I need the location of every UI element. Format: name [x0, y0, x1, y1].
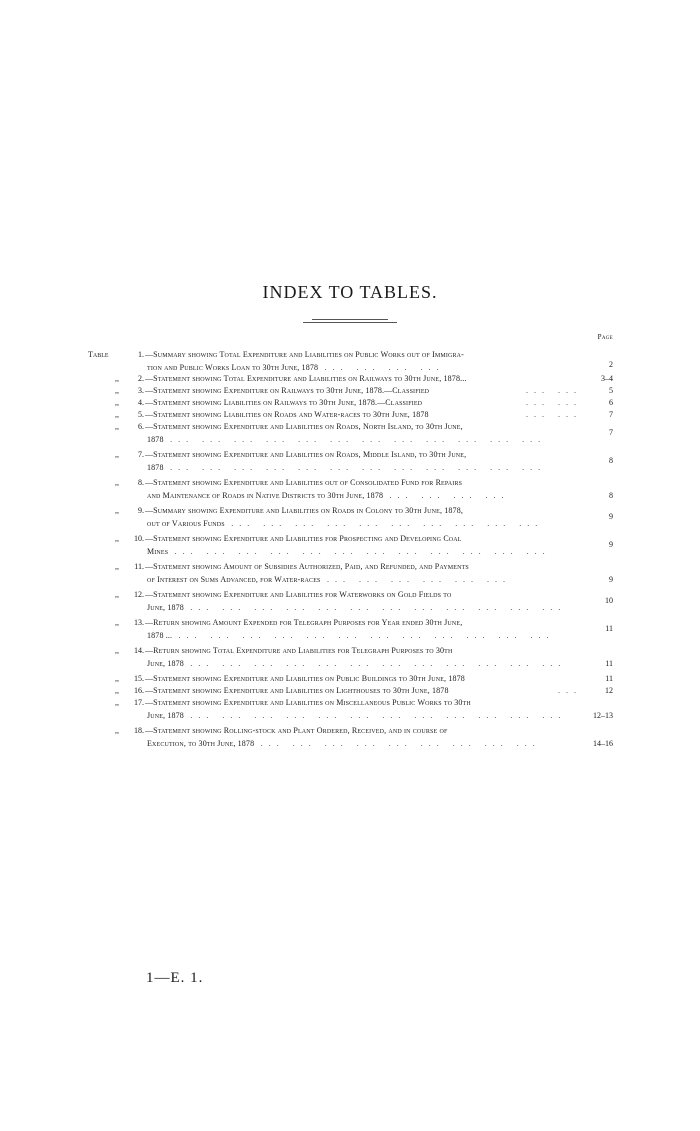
ditto-mark: ,,	[115, 726, 119, 735]
entry-title-line2	[147, 435, 585, 445]
table-number: 13.	[134, 618, 144, 627]
entry-title-line1: —Statement showing Total Expenditure and Liabilities on Railways to 30th June, 1878...	[145, 374, 467, 383]
leader-dots: ... ...	[526, 410, 582, 419]
page-number: 8	[609, 456, 613, 465]
leader-dots: ... ... ... ... ... ... ... ... ... ... ... ...	[190, 659, 567, 668]
leader-dots: ... ... ... ... ... ... ... ... ... ... ... ...	[190, 711, 567, 720]
entry-title-line2-text: Execution, to 30th June, 1878	[147, 739, 255, 748]
page-number: 14–16	[593, 739, 613, 748]
entry-title-line1: —Statement showing Expenditure and Liabilities out of Consolidated Fund for Repairs	[145, 478, 463, 487]
entry-title-line2-text: of Interest on Sums Advanced, for Water-races	[147, 575, 321, 584]
entry-title-line2-text: and Maintenance of Roads in Native Districts to 30th June, 1878	[147, 491, 384, 500]
ditto-mark: ,,	[115, 698, 119, 707]
leader-dots: ... ... ... ... ... ... ... ... ... ...	[231, 519, 544, 528]
entry-title-line2	[147, 659, 585, 669]
entry-title-line1: —Summary showing Expenditure and Liabilities on Roads in Colony to 30th June, 1878,	[145, 506, 463, 515]
table-number: 6.	[138, 422, 144, 431]
entry-title-line2	[147, 463, 585, 473]
page-number: 11	[605, 659, 613, 668]
entry-title-line2-text: June, 1878	[147, 659, 184, 668]
page-number: 7	[609, 410, 613, 419]
page-number: 10	[605, 596, 613, 605]
leader-dots: ... ... ... ... ... ... ... ... ... ... ... ...	[190, 603, 567, 612]
title-rule-lower	[303, 322, 397, 323]
table-word: Table	[88, 350, 109, 359]
entry-title-line1: —Statement showing Rolling-stock and Plant Ordered, Received, and in course of	[145, 726, 448, 735]
entry-title-line2-text: Mines	[147, 547, 169, 556]
entry-title-line2	[147, 519, 585, 529]
ditto-mark: ,,	[115, 450, 119, 459]
entry-title-line2	[147, 739, 585, 749]
page-number: 7	[609, 428, 613, 437]
page-title: INDEX TO TABLES.	[262, 282, 438, 302]
entry-title-line2	[147, 575, 585, 585]
entry-title-line1: —Statement showing Expenditure and Liabilities on Miscellaneous Public Works to 30th	[145, 698, 471, 707]
ditto-mark: ,,	[115, 686, 119, 695]
table-number: 1.	[138, 350, 144, 359]
leader-dots: ... ... ... ...	[324, 363, 445, 372]
entry-title-line1: —Statement showing Amount of Subsidies Authorized, Paid, and Refunded, and Payments	[145, 562, 469, 571]
page-number: 12–13	[593, 711, 613, 720]
entry-title-line1: —Statement showing Expenditure and Liabilities on Roads, North Island, to 30th June,	[145, 422, 463, 431]
table-number: 10.	[134, 534, 144, 543]
entry-title-line1: —Statement showing Expenditure and Liabilities on Lighthouses to 30th June, 1878	[145, 686, 449, 695]
page-number: 3–4	[601, 374, 613, 383]
table-number: 8.	[138, 478, 144, 487]
entry-title-line1: —Statement showing Expenditure and Liabilities for Waterworks on Gold Fields to	[145, 590, 452, 599]
entry-title-line2	[147, 547, 585, 557]
table-number: 3.	[138, 386, 144, 395]
entry-title-line2-text: 1878	[147, 435, 164, 444]
leader-dots: ... ... ... ... ... ... ... ... ... ... ... ...	[178, 631, 555, 640]
entry-title-line2-text: tion and Public Works Loan to 30th June, 1878	[147, 363, 319, 372]
ditto-mark: ,,	[115, 674, 119, 683]
page-number: 5	[609, 386, 613, 395]
entry-title-line1: —Statement showing Liabilities on Railways to 30th June, 1878.—Classified	[145, 398, 423, 407]
page-number: 9	[609, 512, 613, 521]
entry-title-line2-text: 1878 ...	[147, 631, 173, 640]
entry-title-line1: —Summary showing Total Expenditure and Liabilities on Public Works out of Immigra-	[145, 350, 464, 359]
table-number: 7.	[138, 450, 144, 459]
leader-dots: ... ... ... ...	[389, 491, 510, 500]
entry-title-line2	[147, 603, 585, 613]
entry-title-line1: —Statement showing Liabilities on Roads and Water-races to 30th June, 1878	[145, 410, 429, 419]
table-number: 15.	[134, 674, 144, 683]
ditto-mark: ,,	[115, 410, 119, 419]
entry-title-line1: —Statement showing Expenditure and Liabilities on Roads, Middle Island, to 30th June,	[145, 450, 467, 459]
ditto-mark: ,,	[115, 534, 119, 543]
entry-title-line2	[147, 711, 585, 721]
entry-title-line1: —Statement showing Expenditure and Liabilities for Prospecting and Developing Coal	[145, 534, 462, 543]
entry-title-line2-text: June, 1878	[147, 711, 184, 720]
table-number: 17.	[134, 698, 144, 707]
entry-title-line2	[147, 363, 585, 373]
ditto-mark: ,,	[115, 374, 119, 383]
table-number: 9.	[138, 506, 144, 515]
leader-dots: ... ... ... ... ... ... ... ... ...	[260, 739, 541, 748]
page-number: 9	[609, 540, 613, 549]
ditto-mark: ,,	[115, 506, 119, 515]
ditto-mark: ,,	[115, 398, 119, 407]
page-number: 2	[609, 360, 613, 369]
entry-title-line1: —Statement showing Expenditure and Liabilities on Public Buildings to 30th June, 1878	[145, 674, 465, 683]
title-rule-upper	[312, 319, 388, 320]
signature-mark: 1—E. 1.	[146, 970, 204, 986]
entry-title-line2-text: 1878	[147, 463, 164, 472]
entry-title-line1: —Return showing Amount Expended for Telegraph Purposes for Year ended 30th June,	[145, 618, 463, 627]
entry-title-line1: —Statement showing Expenditure on Railways to 30th June, 1878.—Classified	[145, 386, 430, 395]
leader-dots: ... ... ... ... ... ... ... ... ... ... ... ...	[174, 547, 551, 556]
entry-title-line2	[147, 631, 585, 641]
entry-title-line2-text: June, 1878	[147, 603, 184, 612]
table-number: 18.	[134, 726, 144, 735]
leader-dots: ... ... ... ... ... ... ... ... ... ... ... ...	[170, 435, 547, 444]
table-number: 2.	[138, 374, 144, 383]
leader-dots: ... ... ... ... ... ... ... ... ... ... ... ...	[170, 463, 547, 472]
ditto-mark: ,,	[115, 386, 119, 395]
page-column-header: Page	[597, 333, 613, 341]
ditto-mark: ,,	[115, 562, 119, 571]
table-number: 12.	[134, 590, 144, 599]
ditto-mark: ,,	[115, 618, 119, 627]
leader-dots: ... ... ... ... ... ...	[326, 575, 511, 584]
table-number: 4.	[138, 398, 144, 407]
table-number: 16.	[134, 686, 144, 695]
ditto-mark: ,,	[115, 422, 119, 431]
leader-dots: ... ...	[526, 398, 582, 407]
table-number: 5.	[138, 410, 144, 419]
leader-dots: ... ...	[526, 386, 582, 395]
page-number: 9	[609, 575, 613, 584]
page-number: 12	[605, 686, 613, 695]
ditto-mark: ,,	[115, 646, 119, 655]
page-number: 11	[605, 674, 613, 683]
table-number: 11.	[134, 562, 144, 571]
page-number: 6	[609, 398, 613, 407]
ditto-mark: ,,	[115, 590, 119, 599]
table-number: 14.	[134, 646, 144, 655]
page-number: 11	[605, 624, 613, 633]
entry-title-line2-text: out of Various Funds	[147, 519, 225, 528]
entry-title-line1: —Return showing Total Expenditure and Liabilities for Telegraph Purposes to 30th	[145, 646, 453, 655]
page-number: 8	[609, 491, 613, 500]
leader-dots: ...	[558, 686, 582, 695]
entry-title-line2	[147, 491, 585, 501]
ditto-mark: ,,	[115, 478, 119, 487]
